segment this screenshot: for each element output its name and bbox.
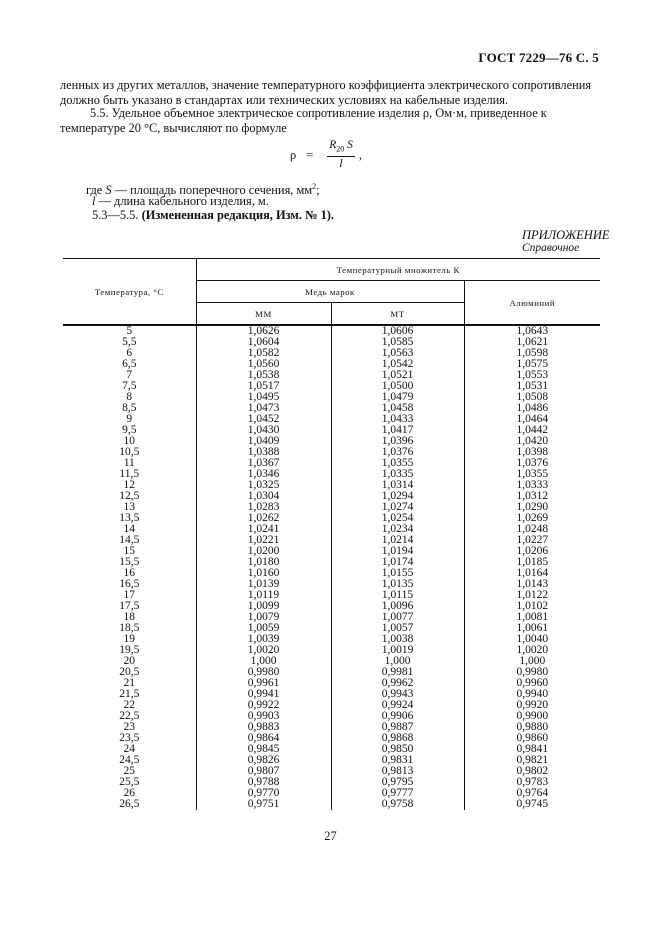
paragraph-5-5: 5.5. Удельное объемное электрическое сопротивление изделия ρ, Ом·м, приведенное к температуре 20 °С, вычисляют по формуле bbox=[60, 106, 547, 135]
cell-mm: 0,9883 bbox=[196, 722, 331, 733]
formula-denominator: l bbox=[339, 158, 343, 171]
cell-mm: 1,0221 bbox=[196, 535, 331, 546]
cell-mm: 1,0538 bbox=[196, 370, 331, 381]
where-var-s: S bbox=[105, 183, 112, 198]
cell-temperature: 12 bbox=[123, 479, 135, 491]
cell-mm: 1,0495 bbox=[196, 392, 331, 403]
formula-s: S bbox=[344, 138, 353, 151]
cell-aluminium: 0,9821 bbox=[464, 755, 600, 766]
cell-temperature: 22,5 bbox=[119, 710, 140, 722]
cell-mt: 1,0417 bbox=[331, 425, 464, 436]
appendix-title: ПРИЛОЖЕНИЕ bbox=[522, 228, 610, 242]
cell-temperature: 8 bbox=[126, 391, 133, 403]
cell-mm: 0,9903 bbox=[196, 711, 331, 722]
cell-mt: 0,9981 bbox=[331, 667, 464, 678]
appendix-label bbox=[522, 229, 609, 255]
cell-aluminium: 1,0122 bbox=[464, 590, 600, 601]
cell-mm: 1,0452 bbox=[196, 414, 331, 425]
cell-aluminium: 0,9745 bbox=[464, 799, 600, 810]
cell-mm: 0,9941 bbox=[196, 689, 331, 700]
cell-temperature: 17,5 bbox=[119, 600, 140, 612]
cell-mt: 1,0155 bbox=[331, 568, 464, 579]
cell-mm: 1,0409 bbox=[196, 436, 331, 447]
cell-aluminium: 1,0376 bbox=[464, 458, 600, 469]
cell-temperature: 26,5 bbox=[119, 798, 140, 810]
cell-mt: 0,9831 bbox=[331, 755, 464, 766]
formula-numerator bbox=[327, 139, 355, 157]
cell-mt: 1,0521 bbox=[331, 370, 464, 381]
cell-mt: 0,9795 bbox=[331, 777, 464, 788]
formula-lhs: ρ bbox=[290, 147, 297, 162]
cell-mt: 1,0606 bbox=[331, 325, 464, 337]
cell-mm: 1,0367 bbox=[196, 458, 331, 469]
cell-mm: 1,0283 bbox=[196, 502, 331, 513]
cell-mt: 1,0234 bbox=[331, 524, 464, 535]
cell-mt: 1,0458 bbox=[331, 403, 464, 414]
cell-mm: 1,0582 bbox=[196, 348, 331, 359]
header-mm: ММ bbox=[196, 303, 331, 326]
cell-aluminium: 1,0290 bbox=[464, 502, 600, 513]
cell-mm: 0,9961 bbox=[196, 678, 331, 689]
cell-aluminium: 0,9940 bbox=[464, 689, 600, 700]
cell-temperature: 14,5 bbox=[119, 534, 140, 546]
cell-mt: 0,9758 bbox=[331, 799, 464, 810]
cell-mm: 0,9980 bbox=[196, 667, 331, 678]
where-var-l: l bbox=[92, 194, 96, 208]
where-area-text: — площадь поперечного сечения, мм bbox=[111, 183, 313, 198]
where-length-text: — длина кабельного изделия, м. bbox=[95, 194, 269, 208]
cell-temperature: 5,5 bbox=[122, 336, 137, 348]
cell-mm: 0,9788 bbox=[196, 777, 331, 788]
cell-temperature: 6,5 bbox=[122, 358, 137, 370]
cell-aluminium: 1,0531 bbox=[464, 381, 600, 392]
cell-mm: 1,0200 bbox=[196, 546, 331, 557]
cell-temperature: 25,5 bbox=[119, 776, 140, 788]
cell-mt: 1,0542 bbox=[331, 359, 464, 370]
cell-aluminium: 1,0164 bbox=[464, 568, 600, 579]
page-header-title: ГОСТ 7229—76 С. 5 bbox=[478, 50, 599, 65]
cell-temperature: 7 bbox=[126, 369, 133, 381]
cell-aluminium: 0,9764 bbox=[464, 788, 600, 799]
cell-mt: 1,0274 bbox=[331, 502, 464, 513]
cell-temperature: 18 bbox=[123, 611, 135, 623]
amendment-bold: (Измененная редакция, Изм. № 1). bbox=[141, 208, 335, 222]
header-mt: МТ bbox=[331, 303, 464, 326]
paragraph-continuation: ленных из других металлов, значение температурного коэффициента электрического сопротивления должно быть указано в стандартах или технических условиях на кабельные изделия. bbox=[60, 78, 592, 107]
cell-temperature: 24 bbox=[123, 743, 135, 755]
cell-mt: 1,0254 bbox=[331, 513, 464, 524]
cell-mt: 0,9924 bbox=[331, 700, 464, 711]
cell-mt: 0,9962 bbox=[331, 678, 464, 689]
cell-mm: 1,0079 bbox=[196, 612, 331, 623]
cell-aluminium: 0,9802 bbox=[464, 766, 600, 777]
cell-aluminium: 1,0312 bbox=[464, 491, 600, 502]
table-row bbox=[63, 799, 600, 810]
cell-mt: 1,0194 bbox=[331, 546, 464, 557]
cell-mm: 1,0020 bbox=[196, 645, 331, 656]
cell-aluminium: 1,0102 bbox=[464, 601, 600, 612]
cell-mm: 0,9751 bbox=[196, 799, 331, 810]
cell-mt: 1,0135 bbox=[331, 579, 464, 590]
cell-aluminium: 1,0185 bbox=[464, 557, 600, 568]
cell-mt: 1,0376 bbox=[331, 447, 464, 458]
cell-aluminium: 1,0575 bbox=[464, 359, 600, 370]
cell-aluminium: 1,0355 bbox=[464, 469, 600, 480]
cell-mt: 1,0355 bbox=[331, 458, 464, 469]
cell-temperature: 19,5 bbox=[119, 644, 140, 656]
cell-temperature: 21,5 bbox=[119, 688, 140, 700]
cell-temperature: 13 bbox=[123, 501, 135, 513]
where-line-length bbox=[92, 194, 269, 209]
cell-mt: 1,0294 bbox=[331, 491, 464, 502]
cell-temperature: 15 bbox=[123, 545, 135, 557]
formula-comma: , bbox=[358, 147, 362, 162]
cell-mm: 1,0039 bbox=[196, 634, 331, 645]
cell-temperature: 20 bbox=[123, 655, 135, 667]
cell-aluminium: 1,0143 bbox=[464, 579, 600, 590]
cell-mt: 0,9906 bbox=[331, 711, 464, 722]
cell-mm: 1,0139 bbox=[196, 579, 331, 590]
cell-temperature: 26 bbox=[123, 787, 135, 799]
cell-aluminium: 1,0269 bbox=[464, 513, 600, 524]
cell-mm: 0,9826 bbox=[196, 755, 331, 766]
where-prefix: где bbox=[86, 183, 106, 198]
table-body bbox=[63, 325, 600, 810]
cell-aluminium: 1,0442 bbox=[464, 425, 600, 436]
cell-temperature: 13,5 bbox=[119, 512, 140, 524]
cell-aluminium: 1,0508 bbox=[464, 392, 600, 403]
cell-temperature: 12,5 bbox=[119, 490, 140, 502]
cell-mm: 1,0325 bbox=[196, 480, 331, 491]
cell-mm: 1,0517 bbox=[196, 381, 331, 392]
cell-temperature: 16,5 bbox=[119, 578, 140, 590]
cell-aluminium: 0,9920 bbox=[464, 700, 600, 711]
cell-aluminium: 0,9783 bbox=[464, 777, 600, 788]
header-copper-grades: Медь марок bbox=[196, 281, 464, 303]
cell-mm: 1,0430 bbox=[196, 425, 331, 436]
where-area-sup: 2 bbox=[312, 182, 317, 191]
cell-mm: 1,0119 bbox=[196, 590, 331, 601]
resistivity-formula bbox=[290, 138, 362, 172]
cell-temperature: 15,5 bbox=[119, 556, 140, 568]
cell-aluminium: 1,0553 bbox=[464, 370, 600, 381]
header-temperature: Температура, °С bbox=[63, 259, 196, 326]
cell-mm: 0,9922 bbox=[196, 700, 331, 711]
cell-mm: 1,0180 bbox=[196, 557, 331, 568]
cell-mm: 1,0059 bbox=[196, 623, 331, 634]
cell-temperature: 23 bbox=[123, 721, 135, 733]
cell-mt: 1,0314 bbox=[331, 480, 464, 491]
where-area-end: ; bbox=[316, 183, 320, 198]
cell-aluminium: 1,0227 bbox=[464, 535, 600, 546]
cell-mm: 1,0388 bbox=[196, 447, 331, 458]
cell-mt: 1,0115 bbox=[331, 590, 464, 601]
cell-temperature: 22 bbox=[123, 699, 135, 711]
cell-mm: 1,0160 bbox=[196, 568, 331, 579]
cell-mm: 0,9864 bbox=[196, 733, 331, 744]
cell-mm: 1,0241 bbox=[196, 524, 331, 535]
cell-aluminium: 0,9900 bbox=[464, 711, 600, 722]
cell-mm: 1,0604 bbox=[196, 337, 331, 348]
cell-mt: 0,9887 bbox=[331, 722, 464, 733]
cell-aluminium: 0,9980 bbox=[464, 667, 600, 678]
cell-mt: 1,0479 bbox=[331, 392, 464, 403]
cell-mt: 1,0396 bbox=[331, 436, 464, 447]
cell-mm: 0,9845 bbox=[196, 744, 331, 755]
cell-aluminium: 1,0333 bbox=[464, 480, 600, 491]
cell-mm: 1,0304 bbox=[196, 491, 331, 502]
cell-temperature: 7,5 bbox=[122, 380, 137, 392]
cell-aluminium: 1,0398 bbox=[464, 447, 600, 458]
formula-r-subscript: 20 bbox=[336, 144, 345, 154]
formula-r: R bbox=[329, 138, 337, 151]
cell-aluminium: 1,0420 bbox=[464, 436, 600, 447]
cell-aluminium: 1,0643 bbox=[464, 325, 600, 337]
cell-temperature: 20,5 bbox=[119, 666, 140, 678]
formula-fraction bbox=[327, 139, 355, 171]
cell-mt: 1,0077 bbox=[331, 612, 464, 623]
cell-mm: 1,0262 bbox=[196, 513, 331, 524]
cell-temperature: 9 bbox=[126, 413, 133, 425]
cell-mm: 1,0560 bbox=[196, 359, 331, 370]
cell-aluminium: 0,9880 bbox=[464, 722, 600, 733]
cell-aluminium: 1,0486 bbox=[464, 403, 600, 414]
cell-aluminium: 1,0248 bbox=[464, 524, 600, 535]
cell-mm: 1,0346 bbox=[196, 469, 331, 480]
cell-temperature: 18,5 bbox=[119, 622, 140, 634]
cell-temperature: 11,5 bbox=[119, 468, 140, 480]
cell-aluminium: 1,0061 bbox=[464, 623, 600, 634]
cell-mt: 1,0335 bbox=[331, 469, 464, 480]
cell-mt: 1,0585 bbox=[331, 337, 464, 348]
cell-temperature: 8,5 bbox=[122, 402, 137, 414]
page-number: 27 bbox=[324, 829, 337, 843]
cell-temperature: 10,5 bbox=[119, 446, 140, 458]
cell-mt: 0,9868 bbox=[331, 733, 464, 744]
cell-mt: 1,0214 bbox=[331, 535, 464, 546]
cell-temperature: 25 bbox=[123, 765, 135, 777]
cell-temperature: 23,5 bbox=[119, 732, 140, 744]
cell-aluminium: 1,0621 bbox=[464, 337, 600, 348]
cell-mm: 1,000 bbox=[196, 656, 331, 667]
cell-mm: 1,0099 bbox=[196, 601, 331, 612]
cell-temperature: 9,5 bbox=[122, 424, 137, 436]
cell-aluminium: 1,0206 bbox=[464, 546, 600, 557]
cell-mt: 1,0563 bbox=[331, 348, 464, 359]
cell-aluminium: 0,9860 bbox=[464, 733, 600, 744]
cell-temperature: 21 bbox=[123, 677, 135, 689]
cell-mm: 0,9770 bbox=[196, 788, 331, 799]
header-temperature-multiplier: Температурный множитель К bbox=[196, 259, 600, 281]
cell-temperature: 6 bbox=[126, 347, 133, 359]
amendment-note bbox=[92, 208, 334, 223]
cell-mt: 1,000 bbox=[331, 656, 464, 667]
cell-temperature: 5 bbox=[126, 325, 133, 337]
cell-aluminium: 1,0464 bbox=[464, 414, 600, 425]
amendment-prefix: 5.3—5.5. bbox=[92, 208, 142, 222]
cell-mt: 1,0174 bbox=[331, 557, 464, 568]
cell-mt: 1,0500 bbox=[331, 381, 464, 392]
cell-aluminium: 1,0040 bbox=[464, 634, 600, 645]
cell-mt: 1,0433 bbox=[331, 414, 464, 425]
cell-mt: 0,9943 bbox=[331, 689, 464, 700]
cell-mt: 1,0038 bbox=[331, 634, 464, 645]
temperature-coefficient-table bbox=[63, 258, 600, 810]
cell-aluminium: 0,9960 bbox=[464, 678, 600, 689]
appendix-subtitle: Справочное bbox=[522, 242, 580, 254]
cell-mt: 1,0019 bbox=[331, 645, 464, 656]
cell-mm: 0,9807 bbox=[196, 766, 331, 777]
cell-mt: 0,9813 bbox=[331, 766, 464, 777]
cell-temperature: 24,5 bbox=[119, 754, 140, 766]
cell-aluminium: 0,9841 bbox=[464, 744, 600, 755]
cell-mm: 1,0473 bbox=[196, 403, 331, 414]
cell-mt: 1,0057 bbox=[331, 623, 464, 634]
cell-aluminium: 1,000 bbox=[464, 656, 600, 667]
cell-temperature: 11 bbox=[123, 457, 135, 469]
cell-temperature: 16 bbox=[123, 567, 135, 579]
cell-temperature: 17 bbox=[123, 589, 135, 601]
cell-mt: 1,0096 bbox=[331, 601, 464, 612]
cell-aluminium: 1,0020 bbox=[464, 645, 600, 656]
header-aluminium: Алюминий bbox=[464, 281, 600, 326]
formula-equals: = bbox=[306, 147, 314, 162]
cell-temperature: 10 bbox=[123, 435, 135, 447]
cell-mt: 0,9777 bbox=[331, 788, 464, 799]
cell-temperature: 14 bbox=[123, 523, 135, 535]
cell-aluminium: 1,0598 bbox=[464, 348, 600, 359]
cell-aluminium: 1,0081 bbox=[464, 612, 600, 623]
cell-temperature: 19 bbox=[123, 633, 135, 645]
cell-mm: 1,0626 bbox=[196, 325, 331, 337]
cell-mt: 0,9850 bbox=[331, 744, 464, 755]
